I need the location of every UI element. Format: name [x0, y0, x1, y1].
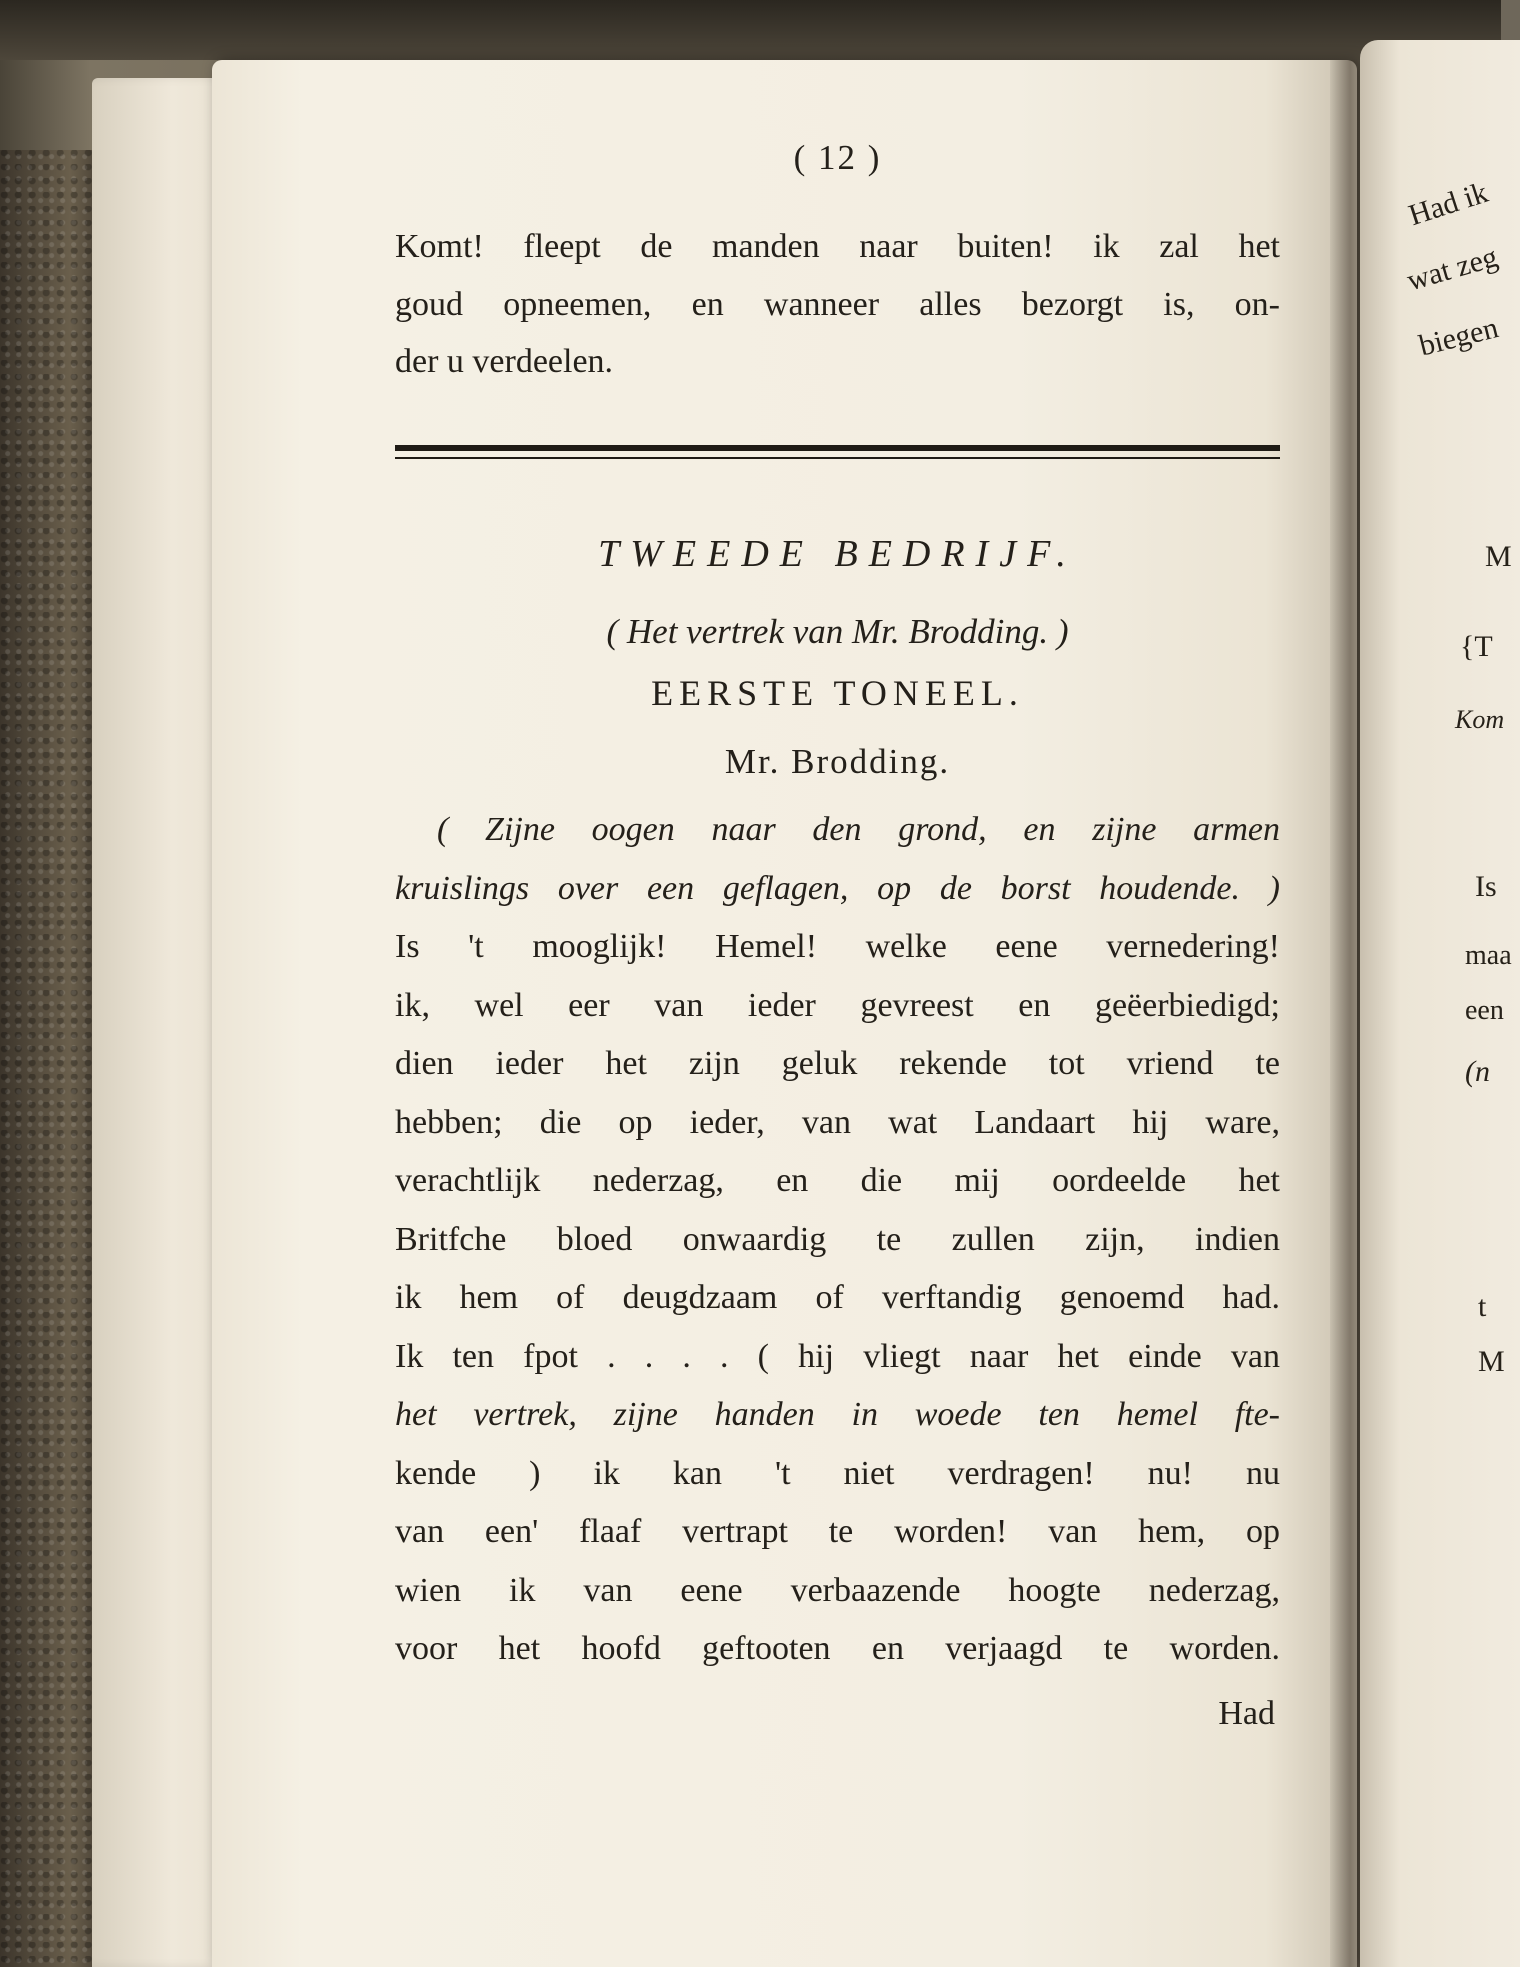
right-page	[1360, 40, 1520, 1967]
facing-text-fragment: M	[1485, 540, 1512, 573]
text-line: Is 't mooglijk! Hemel! welke eene vernedering!	[395, 928, 1280, 965]
text-line: Komt! fleept de manden naar buiten! ik zal het	[395, 228, 1280, 265]
top-paragraph	[395, 218, 1280, 391]
text-line: der u verdeelen.	[395, 343, 614, 380]
page-number: ( 12 )	[793, 138, 882, 177]
scene-title: EERSTE TONEEL.	[651, 673, 1024, 713]
text-line: Britfche bloed onwaardig te zullen zijn, indien	[395, 1220, 1280, 1258]
facing-text-fragment: maa	[1465, 940, 1512, 971]
facing-text-fragment: Kom	[1455, 705, 1505, 734]
facing-text-fragment: M	[1478, 1345, 1505, 1378]
facing-text-fragment: (n	[1465, 1055, 1490, 1088]
text-line: Ik ten fpot . . . . ( hij vliegt naar het einde van	[395, 1337, 1280, 1375]
stage-direction-line: ( Zijne oogen naar den grond, en zijne armen	[437, 811, 1280, 848]
facing-text-fragment: Is	[1475, 870, 1497, 903]
facing-text-fragment: t	[1478, 1290, 1487, 1323]
monologue	[395, 801, 1280, 1679]
divider-thick	[395, 445, 1280, 451]
divider-thin	[395, 457, 1280, 459]
book-cover-edge	[0, 150, 100, 1967]
facing-text-fragment: Had ik	[1404, 175, 1492, 233]
text-line: kende ) ik kan 't niet verdragen! nu! nu	[395, 1454, 1280, 1492]
text-line: voor het hoofd geftooten en verjaagd te worden.	[395, 1630, 1280, 1667]
facing-text-fragment: biegen	[1415, 311, 1502, 363]
facing-text-fragment: een	[1465, 995, 1504, 1026]
text-line: dien ieder het zijn geluk rekende tot vriend te	[395, 1045, 1280, 1082]
stage-direction-line: kruislings over een geflagen, op de borst houdende. )	[395, 869, 1280, 907]
text-line: van een' flaaf vertrapt te worden! van hem, op	[395, 1513, 1280, 1550]
speaker-name: Mr. Brodding.	[724, 742, 951, 781]
scene-setting: ( Het vertrek van Mr. Brodding. )	[606, 612, 1069, 651]
facing-text-fragment: wat zeg	[1403, 240, 1502, 298]
stage-direction-line: het vertrek, zijne handen in woede ten hemel fte-	[395, 1396, 1280, 1433]
text-line: goud opneemen, en wanneer alles bezorgt is, on-	[395, 285, 1280, 323]
facing-text-fragment: {T	[1460, 630, 1493, 663]
text-line: ik, wel eer van ieder gevreest en geëerbiedigd;	[395, 986, 1280, 1024]
act-title: TWEEDE BEDRIJF.	[598, 533, 1077, 575]
background-shadow	[0, 0, 1501, 60]
catchword: Had	[1218, 1695, 1275, 1732]
text-line: ik hem of deugdzaam of verftandig genoemd had.	[395, 1279, 1280, 1316]
text-line: wien ik van eene verbaazende hoogte nederzag,	[395, 1571, 1280, 1609]
text-line: verachtlijk nederzag, en die mij oordeelde het	[395, 1162, 1280, 1199]
text-line: hebben; die op ieder, van wat Landaart hij ware,	[395, 1103, 1280, 1141]
